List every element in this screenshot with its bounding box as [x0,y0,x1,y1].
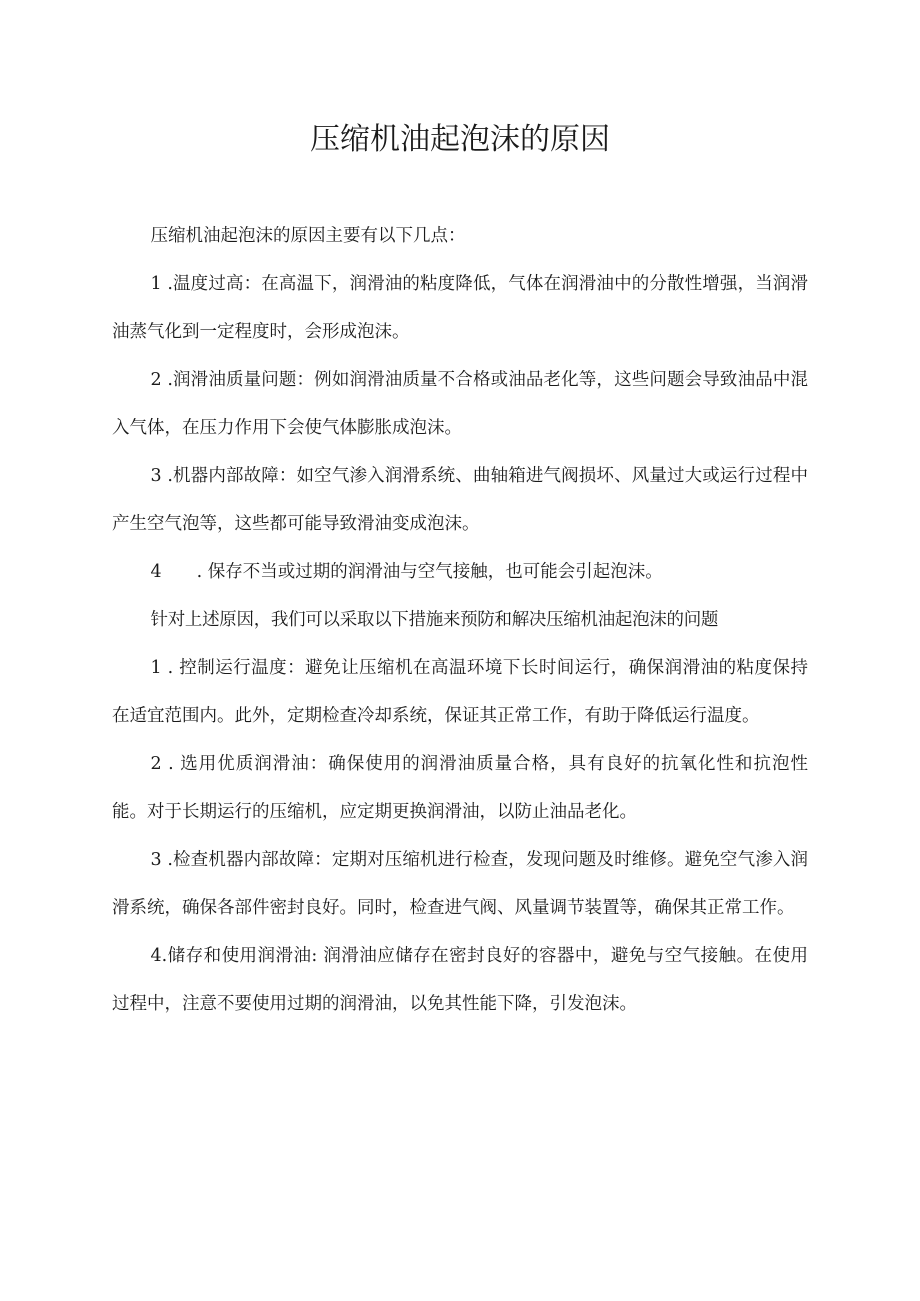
document-title: 压缩机油起泡沫的原因 [310,122,610,157]
measure-item-1: 1 . 控制运行温度：避免让压缩机在高温环境下长时间运行，确保润滑油的粘度保持在适宜范围内。此外，定期检查冷却系统，保证其正常工作，有助于降低运行温度。 [112,658,808,726]
measures-intro-paragraph: 针对上述原因，我们可以采取以下措施来预防和解决压缩机油起泡沫的问题 [150,610,719,630]
document-body [112,212,808,1028]
cause-item-4: 4 . 保存不当或过期的润滑油与空气接触，也可能会引起泡沫。 [150,562,663,582]
measure-item-3: 3 .检查机器内部故障：定期对压缩机进行检查，发现问题及时维修。避免空气渗入润滑系统，确保各部件密封良好。同时，检查进气阀、风量调节装置等，确保其正常工作。 [112,850,808,918]
cause-item-1: 1 .温度过高：在高温下，润滑油的粘度降低，气体在润滑油中的分散性增强，当润滑油蒸气化到一定程度时，会形成泡沫。 [112,274,808,342]
cause-item-3: 3 .机器内部故障：如空气渗入润滑系统、曲轴箱进气阀损坏、风量过大或运行过程中产生空气泡等，这些都可能导致滑油变成泡沫。 [112,466,808,534]
cause-item-2: 2 .润滑油质量问题：例如润滑油质量不合格或油品老化等，这些问题会导致油品中混入气体，在压力作用下会使气体膨胀成泡沫。 [112,370,808,438]
measure-item-4: 4.储存和使用润滑油: 润滑油应储存在密封良好的容器中，避免与空气接触。在使用过程中，注意不要使用过期的润滑油，以免其性能下降，引发泡沫。 [112,946,808,1014]
measure-item-2: 2 . 选用优质润滑油：确保使用的润滑油质量合格，具有良好的抗氧化性和抗泡性能。对于长期运行的压缩机，应定期更换润滑油，以防止油品老化。 [112,754,808,822]
intro-paragraph: 压缩机油起泡沫的原因主要有以下几点： [150,226,466,246]
